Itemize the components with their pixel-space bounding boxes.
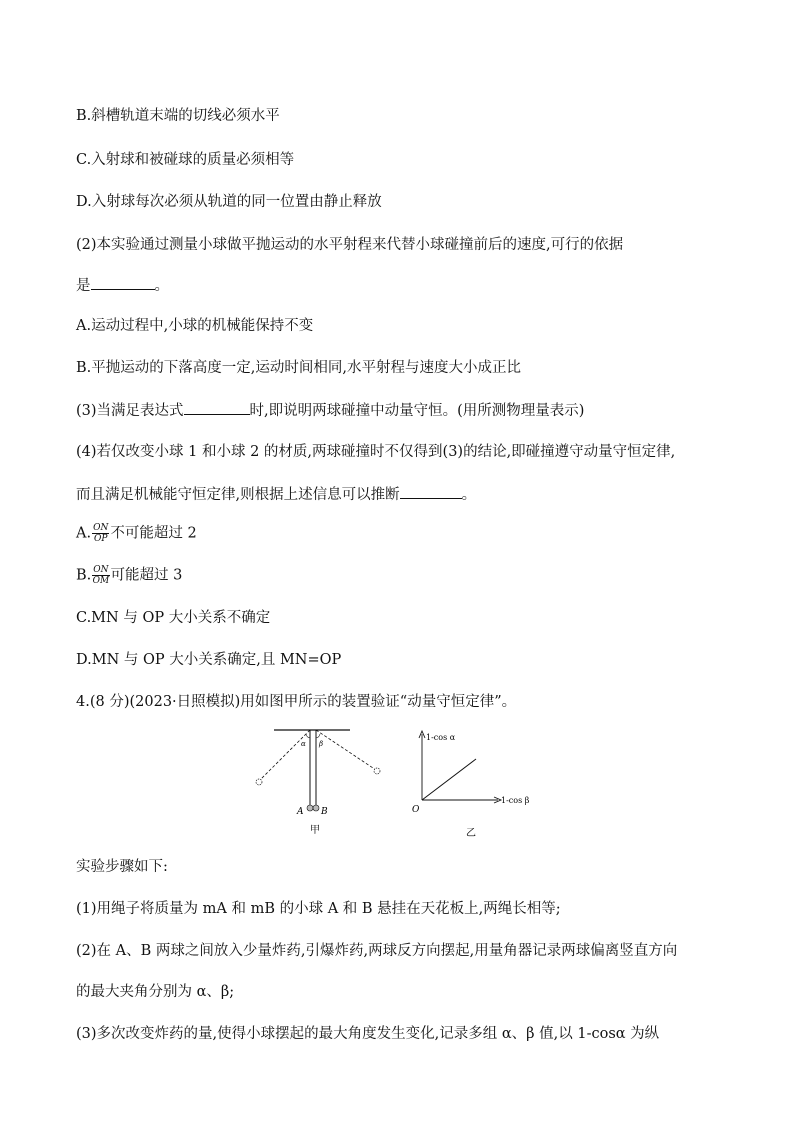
part4-suffix: 。 bbox=[461, 487, 477, 503]
caption-yi: 乙 bbox=[466, 828, 476, 839]
part3-prefix: (3)当满足表达式 bbox=[76, 403, 184, 419]
ball-b-swung bbox=[374, 768, 380, 774]
ball-b bbox=[313, 805, 319, 811]
step-2: (2)在 A、B 两球之间放入少量炸药,引爆炸药,两球反方向摆起,用量角器记录两球偏离竖直方向 bbox=[76, 943, 678, 959]
part3-question bbox=[76, 400, 584, 421]
y-axis-label: 1-cos α bbox=[426, 733, 456, 742]
part4-option-c: C.MN 与 OP 大小关系不确定 bbox=[76, 610, 271, 626]
label-b: B bbox=[321, 807, 328, 817]
answer-blank bbox=[91, 275, 155, 290]
option-d: D.入射球每次必须从轨道的同一位置由静止释放 bbox=[76, 194, 382, 210]
part4-prefix: 而且满足机械能守恒定律,则根据上述信息可以推断 bbox=[76, 487, 400, 503]
part4-question-cont bbox=[76, 484, 476, 505]
part4-question: (4)若仅改变小球 1 和小球 2 的材质,两球碰撞时不仅得到(3)的结论,即碰撞遵守动量守恒定律, bbox=[76, 444, 676, 460]
fraction-numerator: ON bbox=[93, 565, 109, 575]
option-c: C.入射球和被碰球的质量必须相等 bbox=[76, 152, 295, 168]
fraction-denominator: OM bbox=[92, 576, 110, 586]
question-4-header: 4.(8 分)(2023·日照模拟)用如图甲所示的装置验证“动量守恒定律”。 bbox=[76, 694, 517, 710]
part4-option-d: D.MN 与 OP 大小关系确定,且 MN=OP bbox=[76, 652, 342, 668]
part2-prefix: 是 bbox=[76, 278, 91, 294]
answer-blank bbox=[400, 484, 462, 499]
label-alpha: α bbox=[301, 740, 306, 748]
option-a-prefix: A. bbox=[76, 525, 92, 542]
graph-line bbox=[422, 759, 476, 800]
fraction-denominator: OP bbox=[94, 534, 108, 544]
figure-svg bbox=[250, 726, 550, 841]
part2-option-a: A.运动过程中,小球的机械能保持不变 bbox=[76, 318, 314, 334]
ball-a-swung bbox=[256, 779, 262, 785]
label-a: A bbox=[297, 807, 304, 817]
pendulum-apparatus bbox=[256, 730, 380, 836]
steps-intro: 实验步骤如下: bbox=[76, 859, 168, 875]
ball-a bbox=[307, 805, 313, 811]
step-3: (3)多次改变炸药的量,使得小球摆起的最大角度发生变化,记录多组 α、β 值,以 1-cosα 为纵 bbox=[76, 1026, 660, 1042]
part2-question: (2)本实验通过测量小球做平抛运动的水平射程来代替小球碰撞前后的速度,可行的依据 bbox=[76, 237, 624, 253]
angle-arc-alpha bbox=[306, 734, 310, 738]
part2-question-cont bbox=[76, 275, 169, 296]
x-axis-label: 1-cos β bbox=[501, 796, 530, 805]
step-1: (1)用绳子将质量为 mA 和 mB 的小球 A 和 B 悬挂在天花板上,两绳长相等; bbox=[76, 901, 561, 917]
fraction-on-om bbox=[92, 565, 109, 586]
option-b-suffix: 可能超过 3 bbox=[110, 567, 183, 584]
fraction-numerator: ON bbox=[93, 523, 109, 533]
origin-label: O bbox=[412, 805, 420, 815]
graph bbox=[412, 731, 530, 839]
part2-suffix: 。 bbox=[154, 278, 169, 294]
option-b: B.斜槽轨道末端的切线必须水平 bbox=[76, 108, 280, 124]
swing-path-b bbox=[316, 730, 376, 770]
part4-option-a bbox=[76, 523, 197, 544]
option-a-suffix: 不可能超过 2 bbox=[110, 525, 197, 542]
experiment-figure bbox=[250, 726, 550, 841]
label-beta: β bbox=[319, 740, 324, 748]
answer-blank bbox=[184, 400, 250, 415]
part3-suffix: 时,即说明两球碰撞中动量守恒。(用所测物理量表示) bbox=[249, 403, 585, 419]
swing-path-a bbox=[260, 730, 310, 780]
part4-option-b bbox=[76, 565, 182, 586]
caption-jia: 甲 bbox=[310, 825, 320, 836]
option-b-prefix: B. bbox=[76, 567, 92, 584]
step-2-cont: 的最大夹角分别为 α、β; bbox=[76, 984, 235, 1000]
fraction-on-op bbox=[92, 523, 109, 544]
part2-option-b: B.平抛运动的下落高度一定,运动时间相同,水平射程与速度大小成正比 bbox=[76, 360, 521, 376]
angle-arc-beta bbox=[316, 734, 320, 738]
